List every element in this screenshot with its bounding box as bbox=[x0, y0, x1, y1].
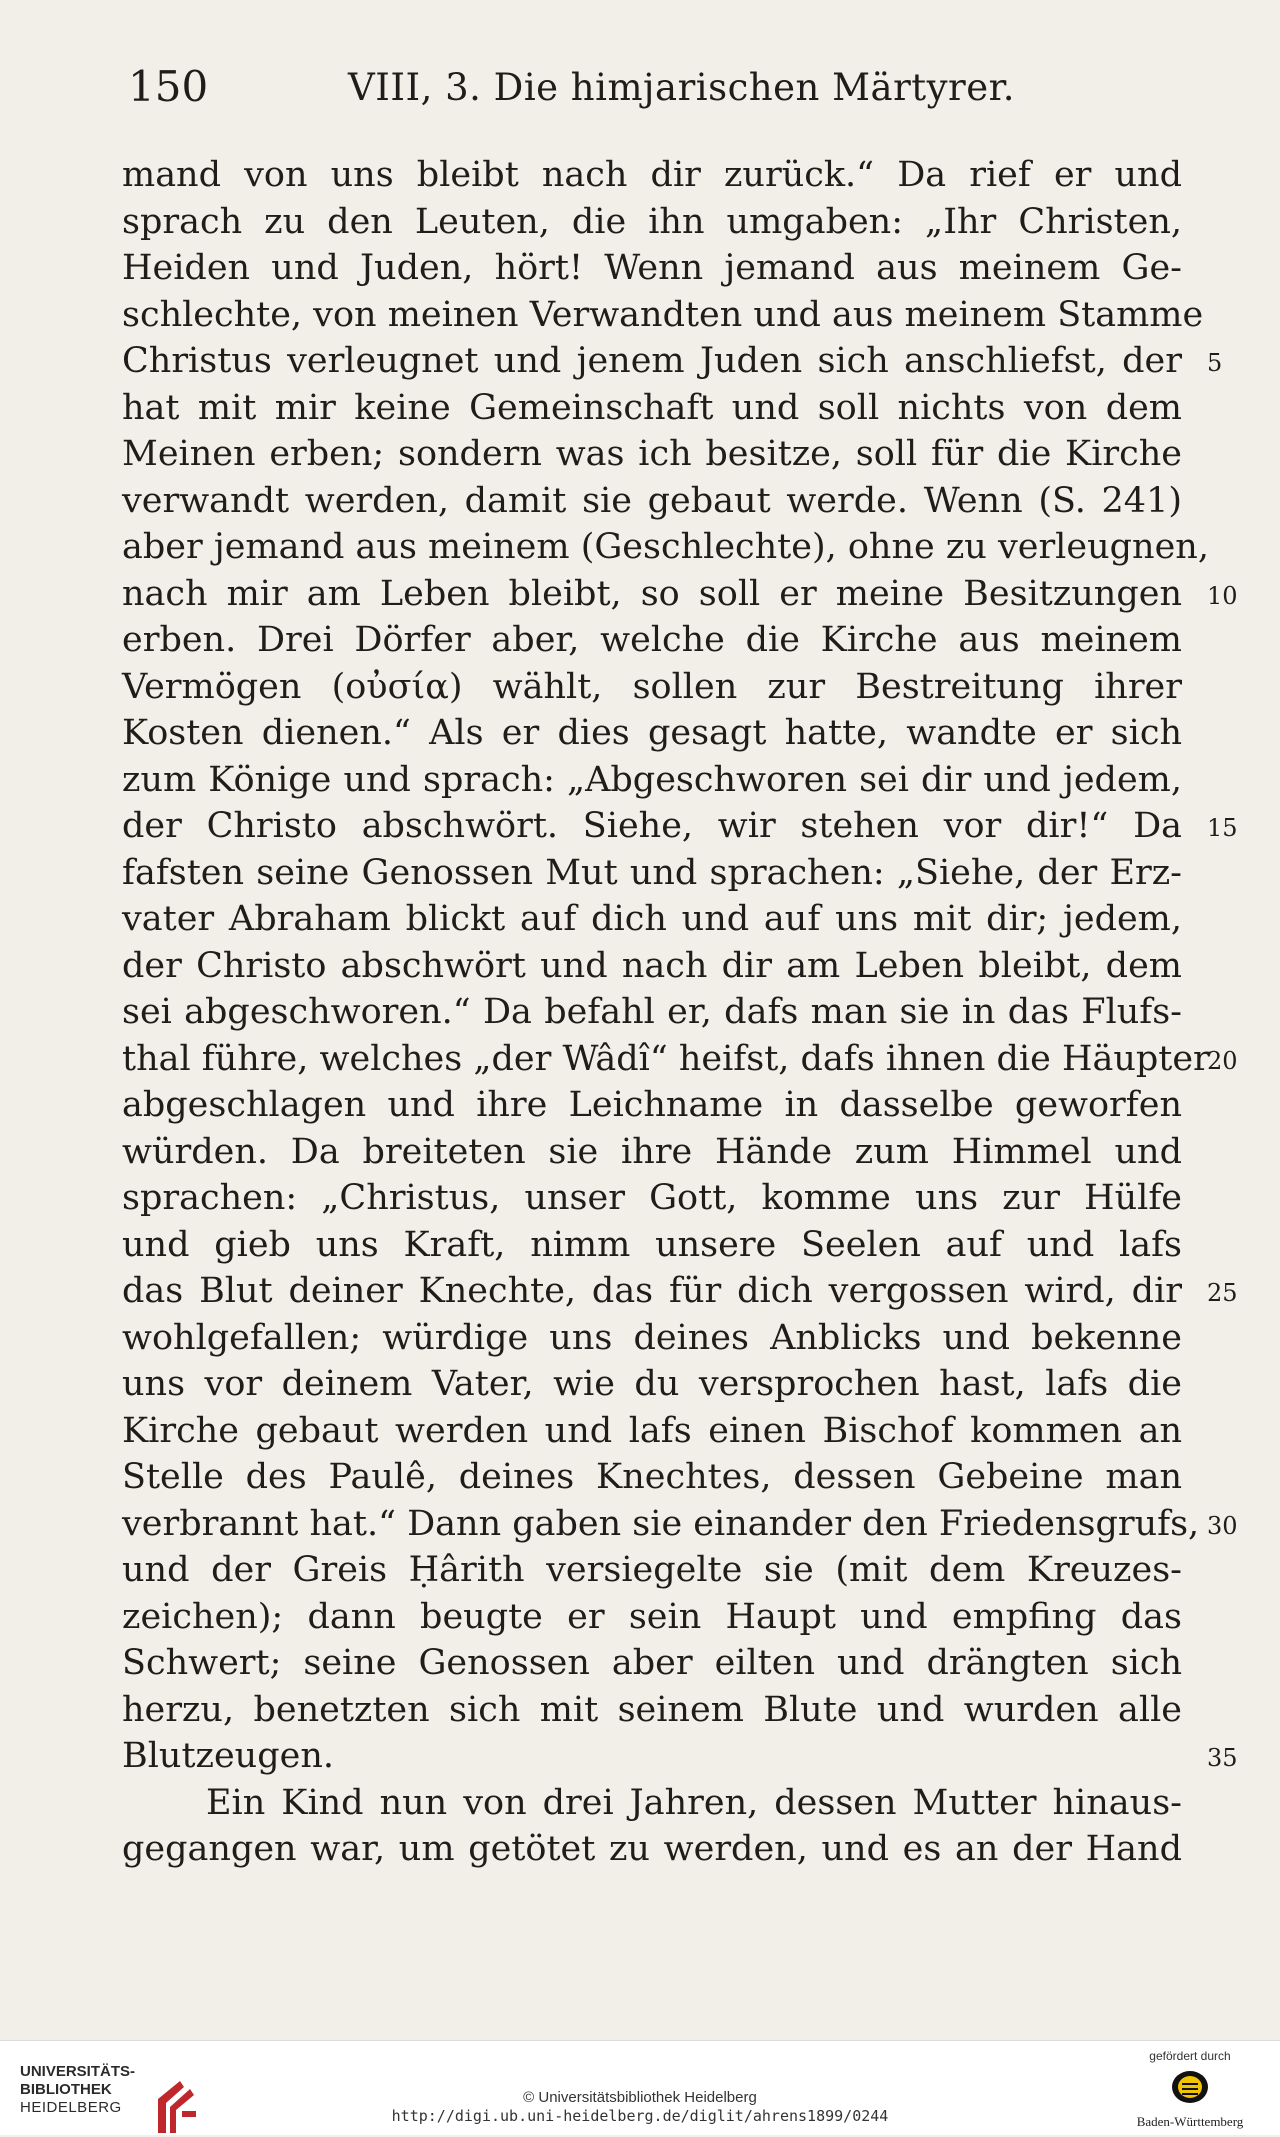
line-text: Meinen erben; sondern was ich besitze, soll für die Kirche bbox=[122, 434, 1182, 474]
permalink-url[interactable]: http://digi.ub.uni-heidelberg.de/diglit/ahrens1899/0244 bbox=[391, 2107, 889, 2125]
text-line bbox=[122, 338, 1223, 385]
footer-bar bbox=[0, 2040, 1280, 2135]
line-text: Kirche gebaut werden und lafs einen Bischof kommen an bbox=[122, 1410, 1182, 1451]
logo-line-1: UNIVERSITÄTS- bbox=[20, 2063, 136, 2080]
text-line bbox=[122, 989, 1182, 1036]
line-number: 30 bbox=[1207, 1511, 1238, 1540]
line-text: Christus verleugnet und jenem Juden sich anschliefst, der bbox=[122, 341, 1182, 381]
text-line bbox=[122, 292, 1204, 339]
line-text: nach mir am Leben bleibt, so soll er meine Besitzungen bbox=[122, 573, 1182, 614]
text-line bbox=[122, 943, 1182, 990]
text-line bbox=[122, 385, 1182, 432]
line-text: Ein Kind nun von drei Jahren, dessen Mutter hinaus- bbox=[206, 1782, 1182, 1823]
text-line bbox=[122, 1129, 1182, 1176]
line-number: 15 bbox=[1207, 814, 1238, 842]
text-line bbox=[122, 1408, 1182, 1455]
line-text: Schwert; seine Genossen aber eilten und drängten sich bbox=[122, 1643, 1182, 1683]
text-line bbox=[122, 1594, 1182, 1641]
line-number: 20 bbox=[1207, 1046, 1238, 1075]
text-line bbox=[122, 571, 1238, 618]
line-text: vater Abraham blickt auf dich und auf uns mit dir; jedem, bbox=[122, 899, 1182, 939]
text-line bbox=[122, 617, 1182, 664]
text-line bbox=[122, 803, 1238, 850]
text-line bbox=[122, 1082, 1182, 1129]
text-line bbox=[122, 1175, 1182, 1222]
text-line bbox=[122, 1733, 1238, 1780]
text-line bbox=[122, 1687, 1182, 1734]
line-number: 35 bbox=[1207, 1744, 1238, 1772]
line-text: erben. Drei Dörfer aber, welche die Kirche aus meinem bbox=[122, 620, 1182, 660]
text-line bbox=[122, 710, 1182, 757]
text-line bbox=[122, 757, 1182, 804]
funding-state: Baden-Württemberg bbox=[1136, 2114, 1244, 2129]
line-number: 25 bbox=[1207, 1279, 1238, 1307]
text-line bbox=[122, 524, 1209, 571]
running-head-title: VIII, 3. Die himjarischen Märtyrer. bbox=[348, 66, 1016, 109]
copyright-notice: © Universitätsbibliothek Heidelberg bbox=[523, 2089, 757, 2106]
text-line bbox=[122, 152, 1182, 199]
line-text: würden. Da breiteten sie ihre Hände zum Himmel und bbox=[122, 1131, 1182, 1172]
line-text: sei abgeschworen.“ Da befahl er, dafs man sie in das Flufs- bbox=[122, 992, 1182, 1032]
body-text bbox=[122, 152, 1238, 1873]
line-text: verbrannt hat.“ Dann gaben sie einander den Friedensgrufs, bbox=[122, 1503, 1200, 1544]
text-line bbox=[122, 1268, 1238, 1315]
funding-label: gefördert durch bbox=[1149, 2049, 1231, 2063]
text-line bbox=[122, 478, 1182, 525]
text-line bbox=[122, 1547, 1182, 1594]
text-line bbox=[122, 1222, 1182, 1269]
text-line bbox=[122, 1315, 1182, 1362]
text-line bbox=[122, 245, 1182, 292]
running-head bbox=[128, 62, 1016, 122]
page-number: 150 bbox=[128, 62, 209, 111]
line-text: das Blut deiner Knechte, das für dich vergossen wird, dir bbox=[122, 1271, 1182, 1311]
line-text: verwandt werden, damit sie gebaut werde. Wenn (S. 241) bbox=[122, 480, 1182, 521]
line-text: herzu, benetzten sich mit seinem Blute und wurden alle bbox=[122, 1689, 1182, 1730]
line-text: zum Könige und sprach: „Abgeschworen sei dir und jedem, bbox=[122, 759, 1182, 800]
line-text: und gieb uns Kraft, nimm unsere Seelen auf und lafs bbox=[122, 1224, 1182, 1265]
text-line bbox=[122, 1826, 1182, 1873]
text-line bbox=[122, 1780, 1182, 1827]
line-text: der Christo abschwört und nach dir am Leben bleibt, dem bbox=[122, 945, 1182, 986]
line-text: mand von uns bleibt nach dir zurück.“ Da rief er und bbox=[122, 155, 1182, 195]
line-text: wohlgefallen; würdige uns deines Anblicks und bekenne bbox=[122, 1317, 1182, 1358]
funding-note bbox=[1120, 2049, 1260, 2130]
baden-wuerttemberg-emblem-icon bbox=[1170, 2067, 1210, 2107]
line-text: Vermögen (οὐσία) wählt, sollen zur Bestreitung ihrer bbox=[122, 666, 1182, 707]
text-line bbox=[122, 896, 1182, 943]
line-text: schlechte, von meinen Verwandten und aus meinem Stamme bbox=[122, 294, 1204, 335]
text-line bbox=[122, 1640, 1182, 1687]
text-line bbox=[122, 664, 1182, 711]
line-text: der Christo abschwört. Siehe, wir stehen vor dir!“ Da bbox=[122, 806, 1182, 846]
text-line bbox=[122, 1454, 1182, 1501]
line-text: Blutzeugen. bbox=[122, 1736, 334, 1776]
line-text: Heiden und Juden, hört! Wenn jemand aus meinem Ge- bbox=[122, 248, 1182, 288]
line-text: zeichen); dann beugte er sein Haupt und empfing das bbox=[122, 1596, 1182, 1637]
text-line bbox=[122, 199, 1182, 246]
line-text: sprachen: „Christus, unser Gott, komme uns zur Hülfe bbox=[122, 1178, 1182, 1218]
line-text: abgeschlagen und ihre Leichname in dasselbe geworfen bbox=[122, 1085, 1182, 1125]
logo-line-3: HEIDELBERG bbox=[20, 2099, 122, 2116]
line-text: und der Greis Ḥârith versiegelte sie (mit dem Kreuzes- bbox=[122, 1550, 1182, 1590]
line-text: Kosten dienen.“ Als er dies gesagt hatte, wandte er sich bbox=[122, 713, 1182, 753]
text-line bbox=[122, 850, 1182, 897]
line-text: fafsten seine Genossen Mut und sprachen: „Siehe, der Erz- bbox=[122, 852, 1182, 893]
line-text: sprach zu den Leuten, die ihn umgaben: „Ihr Christen, bbox=[122, 201, 1182, 242]
text-line bbox=[122, 1361, 1182, 1408]
line-text: aber jemand aus meinem (Geschlechte), ohne zu verleugnen, bbox=[122, 527, 1209, 567]
line-text: Stelle des Paulê, deines Knechtes, dessen Gebeine man bbox=[122, 1457, 1182, 1497]
logo-line-2: BIBLIOTHEK bbox=[20, 2081, 112, 2098]
text-line bbox=[122, 431, 1182, 478]
text-line bbox=[122, 1501, 1238, 1548]
line-text: gegangen war, um getötet zu werden, und es an der Hand bbox=[122, 1829, 1182, 1869]
line-text: thal führe, welches „der Wâdî“ heifst, dafs ihnen die Häupter bbox=[122, 1038, 1210, 1079]
line-number: 10 bbox=[1207, 581, 1238, 610]
line-text: uns vor deinem Vater, wie du versprochen hast, lafs die bbox=[122, 1364, 1182, 1404]
text-line bbox=[122, 1036, 1238, 1083]
line-text: hat mit mir keine Gemeinschaft und soll nichts von dem bbox=[122, 387, 1182, 428]
line-number: 5 bbox=[1207, 349, 1223, 377]
